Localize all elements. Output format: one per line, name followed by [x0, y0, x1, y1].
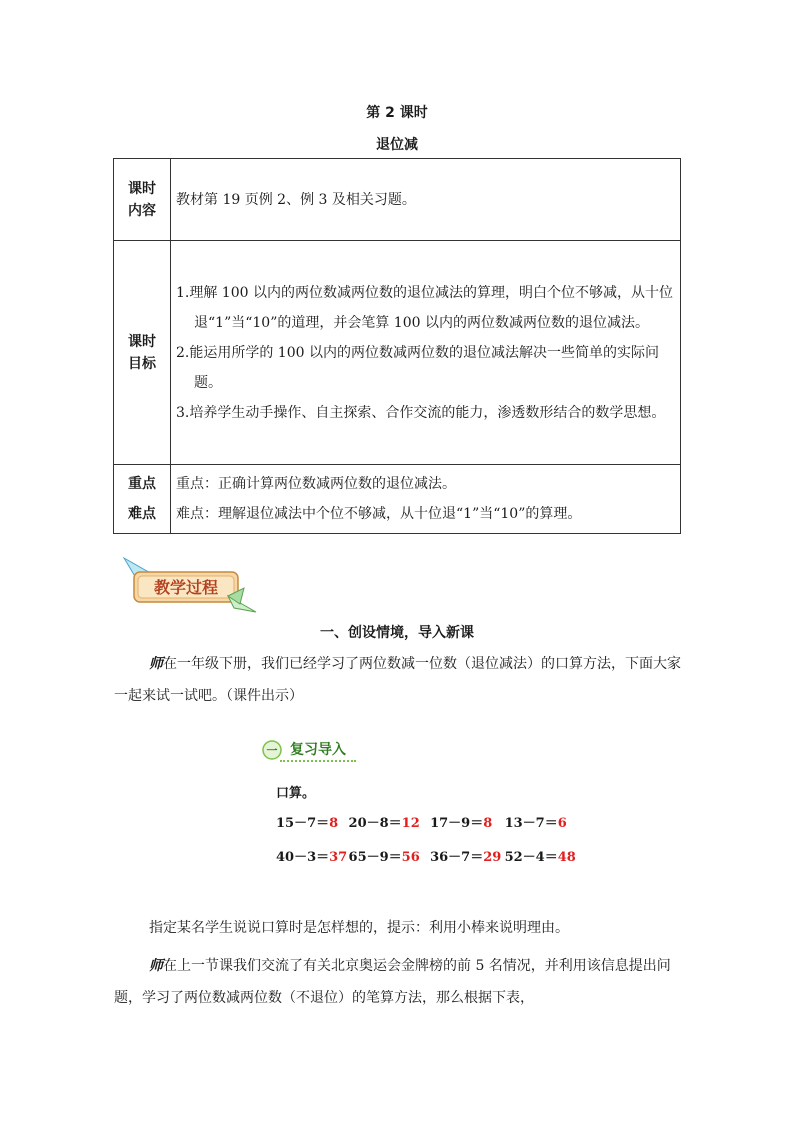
divider	[280, 760, 356, 762]
equation: 40－3＝37	[276, 850, 348, 865]
difficult-point: 难点：理解退位减法中个位不够减，从十位退“1”当“10”的算理。	[176, 506, 582, 522]
goal-item: 1.理解 100 以内的两位数减两位数的退位减法的算理，明白个位不够减，从十位退“1”当“10”的道理，并会笔算 100 以内的两位数减两位数的退位减法。	[176, 284, 673, 331]
equation: 52－4＝48	[504, 850, 576, 865]
key-difficult-header: 重点 难点	[114, 465, 171, 534]
teaching-process-badge	[122, 556, 258, 614]
goal-item: 2.能运用所学的 100 以内的两位数减两位数的退位减法解决一些简单的实际问题。	[176, 344, 659, 391]
equation-row	[276, 812, 567, 831]
section-title: 一、创设情境，导入新课	[320, 625, 474, 641]
goal-item: 3.培养学生动手操作、自主探索、合作交流的能力，渗透数形结合的数学思想。	[176, 404, 666, 421]
key-difficult-cell	[171, 465, 681, 534]
oral-calc-label: 口算。	[276, 786, 316, 801]
lesson-number: 第 2 课时	[366, 105, 428, 121]
equation: 13－7＝6	[504, 816, 567, 831]
review-number: 一	[266, 744, 278, 757]
equation: 15－7＝8	[276, 816, 339, 831]
paragraph: 师在上一节课我们交流了有关北京奥运会金牌榜的前 5 名情况，并利用该信息提出问题，学习了两位数减两位数（不退位）的笔算方法，那么根据下表，	[114, 958, 671, 1006]
content-cell: 教材第 19 页例 2、例 3 及相关习题。	[171, 159, 681, 241]
speaker-label: 师	[149, 656, 163, 672]
badge-label: 教学过程	[153, 578, 219, 597]
equation-row	[276, 846, 576, 865]
equation: 20－8＝12	[348, 816, 420, 831]
speaker-label: 师	[149, 958, 163, 974]
paragraph: 师在一年级下册，我们已经学习了两位数减一位数（退位减法）的口算方法，下面大家一起来试一试吧。（课件出示）	[114, 656, 681, 704]
lesson-title: 退位减	[376, 137, 418, 153]
equation: 36－7＝29	[430, 850, 502, 865]
equation: 65－9＝56	[348, 850, 420, 865]
paragraph: 指定某名学生说说口算时是怎样想的，提示：利用小棒来说明理由。	[149, 920, 569, 936]
equation: 17－9＝8	[430, 816, 493, 831]
goals-header: 课时 目标	[114, 241, 171, 465]
goals-cell	[171, 241, 681, 465]
content-header: 课时 内容	[114, 159, 171, 241]
review-label: 复习导入	[290, 742, 346, 758]
key-point: 重点：正确计算两位数减两位数的退位减法。	[176, 476, 456, 492]
lesson-plan-table	[113, 158, 681, 534]
